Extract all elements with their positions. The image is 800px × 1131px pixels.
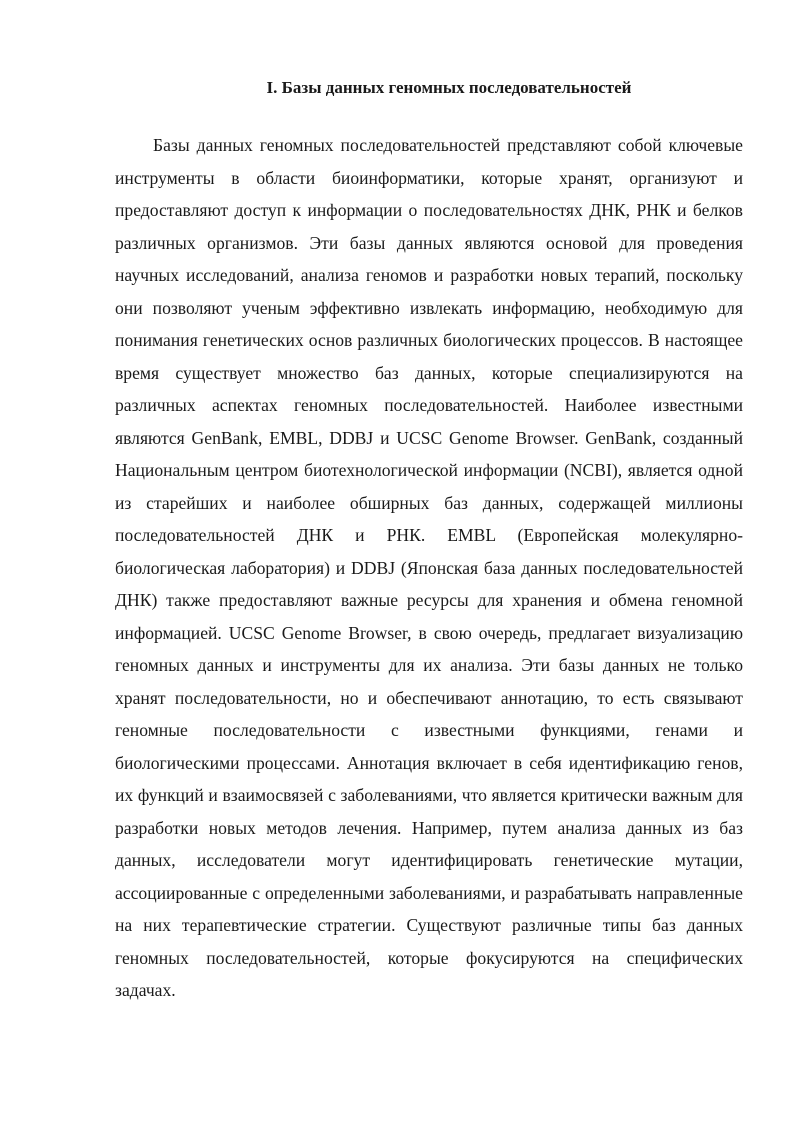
section-heading: I. Базы данных геномных последовательностей: [266, 78, 632, 97]
body-paragraph: Базы данных геномных последовательностей представляют собой ключевые инструменты в области биоинформатики, которые хранят, организуют и предоставляют доступ к информации о последовательностях ДНК, РНК и белков различных организмов. Эти базы данных являются основой для проведения научных исследований, анализа геномов и разработки новых терапий, поскольку они позволяют ученым эффективно извлекать информацию, необходимую для понимания генетических основ различных биологических процессов. В настоящее время существует множество баз данных, которые специализируются на различных аспектах геномных последовательностей. Наиболее известными являются GenBank, EMBL, DDBJ и UCSC Genome Browser. GenBank, созданный Национальным центром биотехнологической информации (NCBI), является одной из старейших и наиболее обширных баз данных, содержащей миллионы последовательностей ДНК и РНК. EMBL (Европейская молекулярно-биологическая лаборатория) и DDBJ (Японская база данных последовательностей ДНК) также предоставляют важные ресурсы для хранения и обмена геномной информацией. UCSC Genome Browser, в свою очередь, предлагает визуализацию геномных данных и инструменты для их анализа. Эти базы данных не только хранят последовательности, но и обеспечивают аннотацию, то есть связывают геномные последовательности с известными функциями, генами и биологическими процессами. Аннотация включает в себя идентификацию генов, их функций и взаимосвязей с заболеваниями, что является критически важным для разработки новых методов лечения. Например, путем анализа данных из баз данных, исследователи могут идентифицировать генетические мутации, ассоциированные с определенными заболеваниями, и разрабатывать направленные на них терапевтические стратегии. Существуют различные типы баз данных геномных последовательностей, которые фокусируются на специфических задачах.: [115, 135, 743, 1000]
